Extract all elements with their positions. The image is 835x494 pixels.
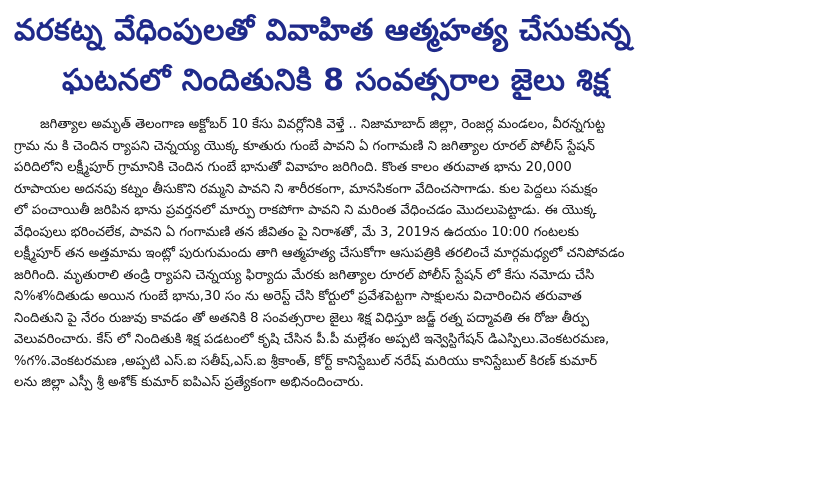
article-line: రూపాయల అదనపు కట్నం తీసుకొని రమ్మని పావని ని శారీరకంగా, మానసికంగా వేదించసాగాడు. కుల పెద్దలు సమక్షం bbox=[14, 181, 598, 197]
article-line: గ్రామ ను కి చెందిన ర్యాపని చెన్నయ్య యొక్క కూతురు గుంబే పావని ఏ గంగామణి ని జగిత్యాల రూరల్ పోలీస్ స్టేషన్ bbox=[14, 138, 595, 154]
article-line: లక్ష్మీపూర్ తన అత్తమామ ఇంట్లో పురుగుమందు తాగి ఆత్మహత్య చేసుకోగా ఆసుపత్రికి తరలించే మార్గమధ్యలో చనిపోవడం bbox=[14, 246, 625, 261]
article-line: %గ%.వెంకటరమణ ,అప్పటి ఎస్.ఐ సతీష్,ఎస్.ఐ శ్రీకాంత్, కోర్ట్ కానిస్టేబుల్ నరేష్ మరియు కానిస్టేబుల్ కిరణ్ కుమార్ bbox=[14, 353, 598, 369]
article-line: పరిదిలోని లక్ష్మీపూర్ గ్రామానికి చెందిన గుంబే భానుతో వివాహం జరిగింది. కొంత కాలం తరువాత భాను 20,000 bbox=[14, 160, 572, 175]
headline-line-2: ఘటనలో నిందితునికి 8 సంవత్సరాల జైలు శిక్ష bbox=[62, 63, 610, 98]
article-body bbox=[14, 114, 821, 394]
headline bbox=[14, 6, 821, 106]
article-line: ని%శ%దితుడు అయిన గుంబే భాను,30 సం ను అరెస్ట్ చేసి కోర్టులో ప్రవేశపెట్టగా సాక్షులను విచారించిన తరువాత bbox=[14, 289, 582, 304]
article-line: వేధింపులు భరించలేక, పావని ఏ గంగామణి తన జీవితం పై నిరాశతో, మే 3, 2019న ఉదయం 10:00 గంటలకు bbox=[14, 224, 579, 240]
article-line: జరిగింది. మృతురాలి తండ్రి ర్యాపని చెన్నయ్య ఫిర్యాదు మేరకు జగిత్యాల రూరల్ పోలీస్ స్టేషన్ లో కేసు నమోదు చేసి bbox=[14, 267, 595, 283]
article-line: లో పంచాయితీ జరిపిన భాను ప్రవర్తనలో మార్పు రాకపోగా పావని ని మరింత వేధించడం మొదలుపెట్టాడు. ఈ యొక్క bbox=[14, 203, 597, 218]
article-line: లను జిల్లా ఎస్పీ శ్రీ అశోక్ కుమార్ ఐపిఎస్ ప్రత్యేకంగా అభినందించారు. bbox=[14, 375, 364, 390]
headline-line-1: వరకట్న వేధింపులతో వివాహిత ఆత్మహత్య చేసుకున్న bbox=[14, 13, 632, 48]
article-line: జగిత్యాల అమృత్ తెలంగాణ అక్టోబర్ 10 కేసు వివర్లోనికి వెళ్తే .. నిజామాబాద్ జిల్లా, రెంజర్ల మండలం, వీరన్నగుట్ట bbox=[40, 117, 606, 132]
article-line: వెలువరించారు. కేస్ లో నిందితుకి శిక్ష పడటంలో కృషి చేసిన పీ.పీ మల్లేశం అప్పటి ఇన్వెస్టిగేషన్ డిఎస్పిలు.వెంకటరమణ, bbox=[14, 332, 610, 347]
article-line: నిందితుని పై నేరం రుజువు కావడం తో అతనికి 8 సంవత్సరాల జైలు శిక్ష విధిస్తూ జడ్జ్ రత్న పద్మావతి ఈ రోజు తీర్పు bbox=[14, 310, 590, 326]
